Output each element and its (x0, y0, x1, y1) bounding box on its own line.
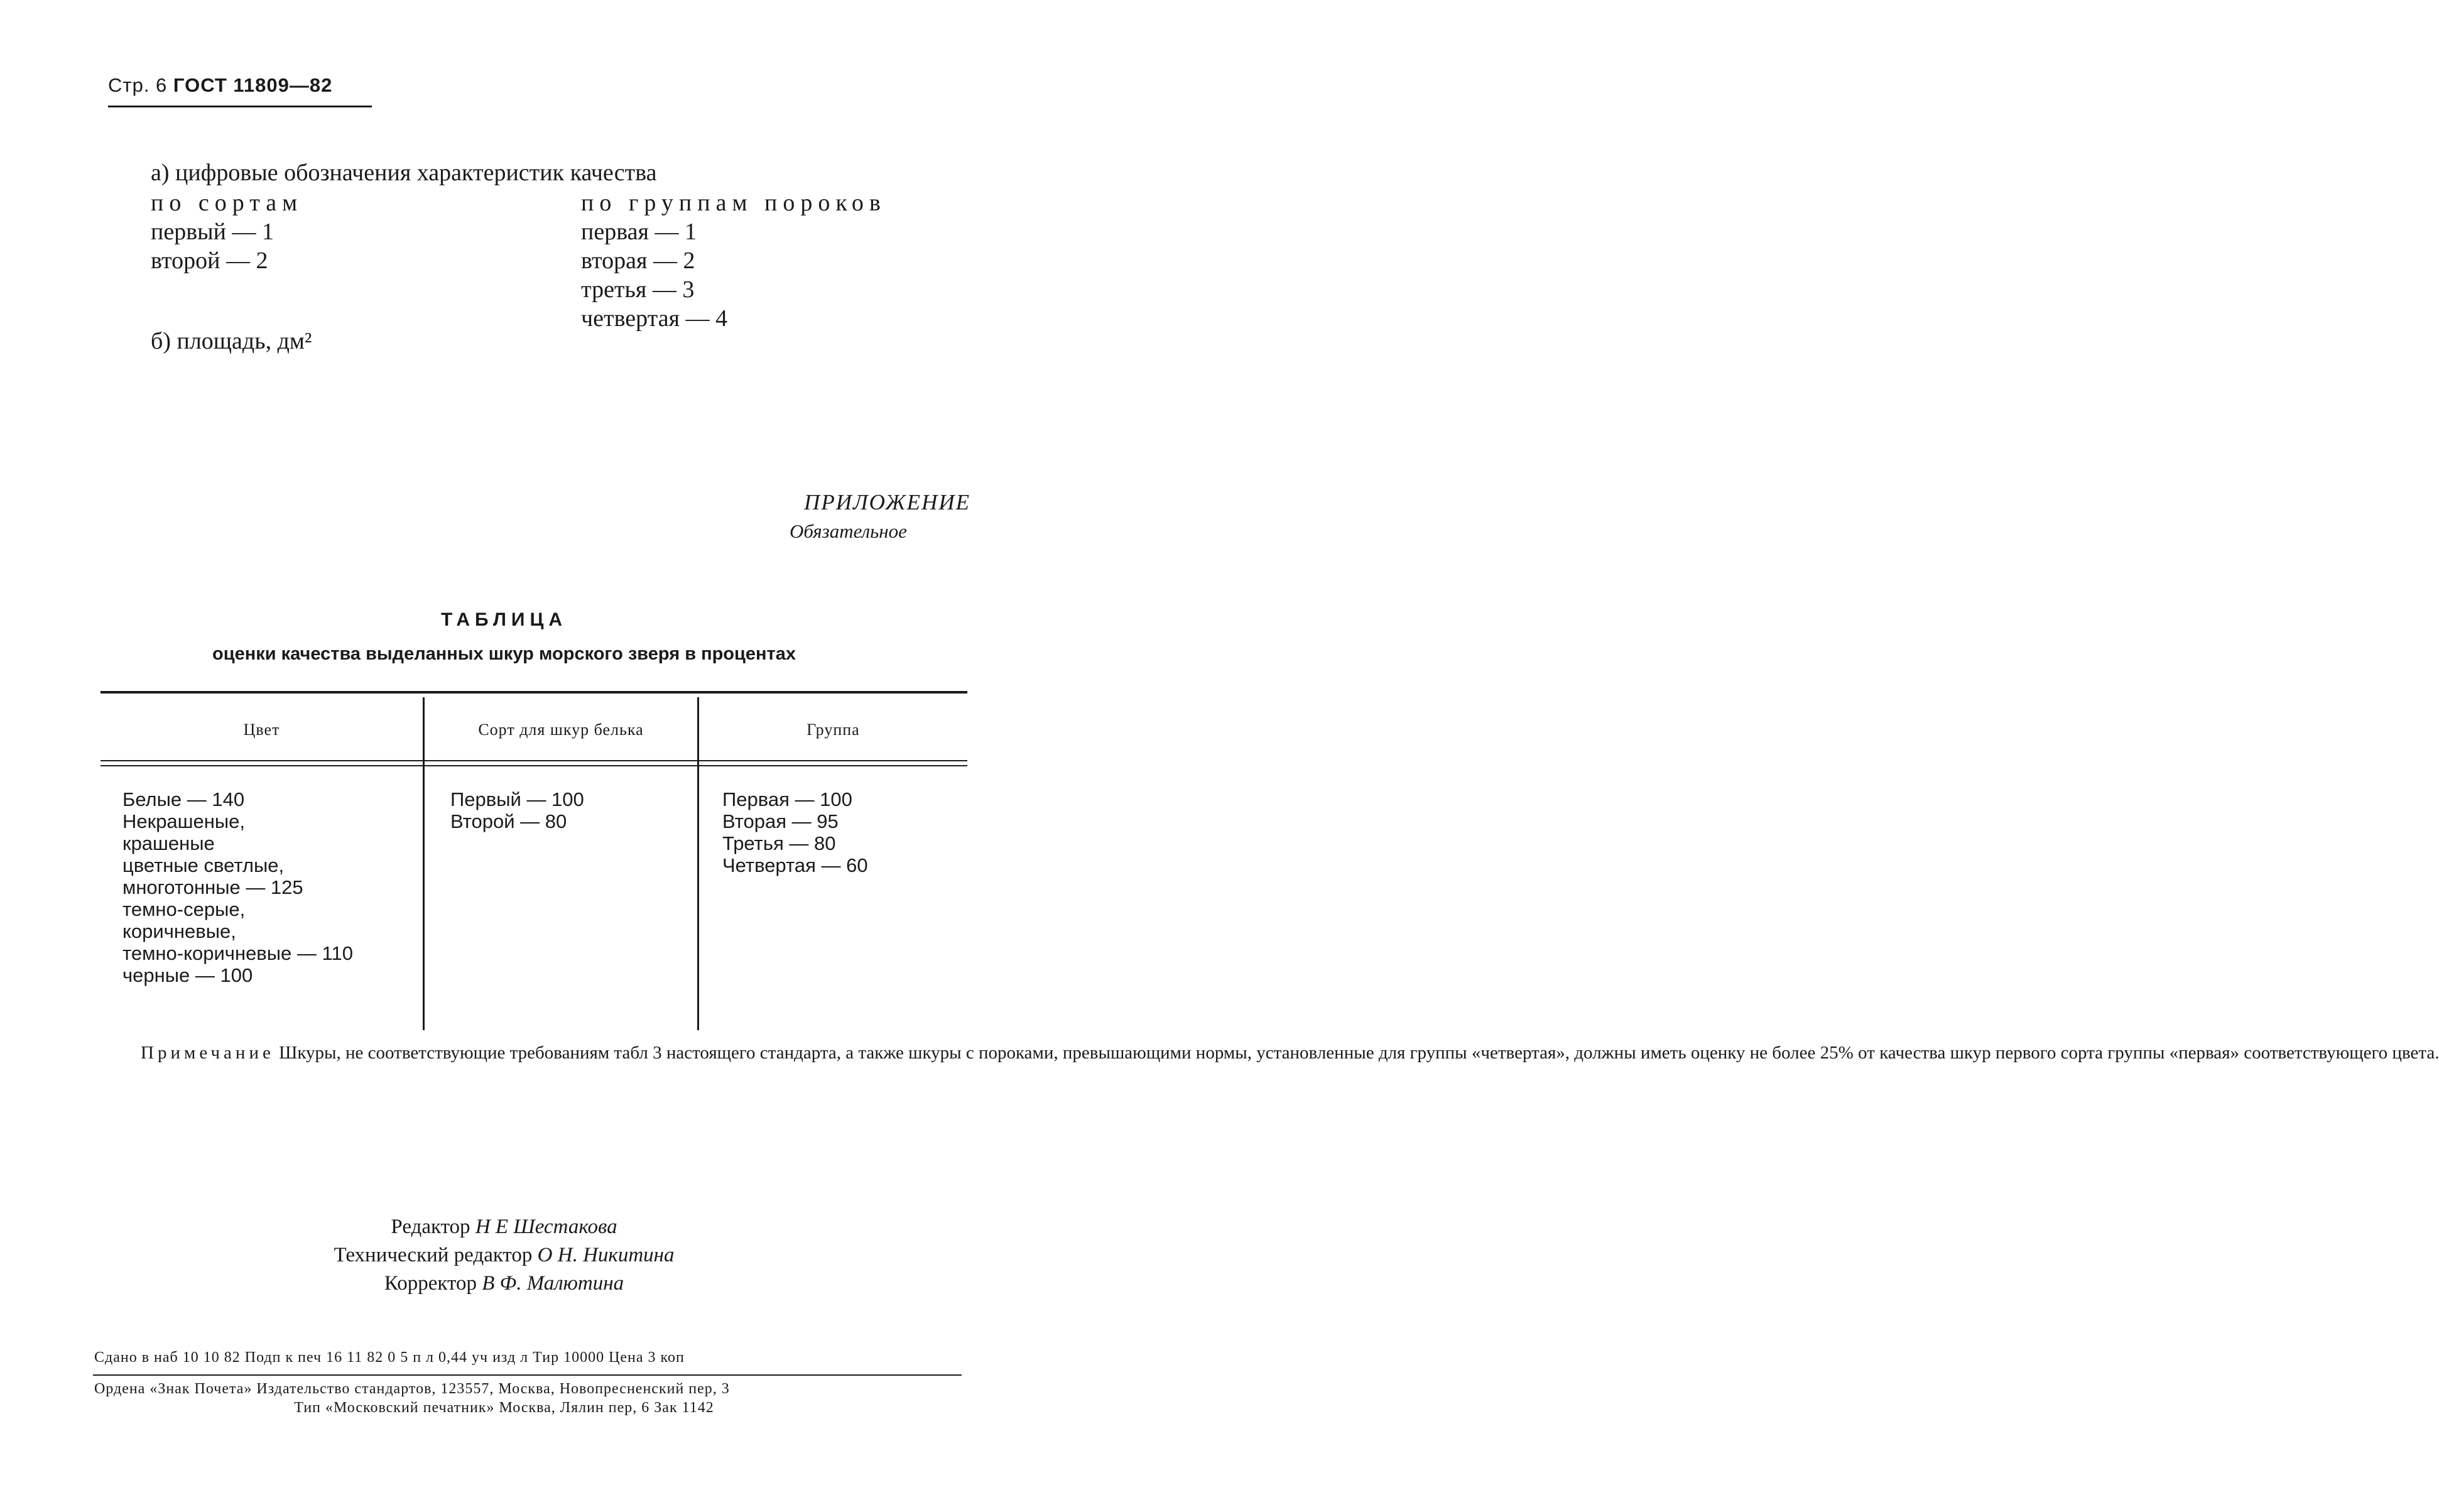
header-rule-1 (100, 760, 967, 761)
group-item: третья — 3 (581, 276, 695, 303)
header-rule-2 (100, 765, 967, 766)
table-top-rule (100, 691, 967, 693)
tech-editor-role: Технический редактор (334, 1244, 533, 1266)
column-divider (423, 697, 425, 1030)
sort-item: второй — 2 (151, 247, 268, 274)
column-header-sort: Сорт для шкур белька (478, 721, 644, 739)
table-row: крашеные (122, 832, 215, 854)
table-row: Второй — 80 (450, 810, 567, 832)
table-row: коричневые, (122, 920, 236, 942)
group-item: четвертая — 4 (581, 305, 728, 332)
table-subtitle: оценки качества выделанных шкур морского зверя в процентах (212, 644, 796, 664)
page-header (108, 74, 332, 97)
table-row: Четвертая — 60 (722, 854, 868, 876)
group-cell (722, 788, 868, 876)
print-line: Сдано в наб 10 10 82 Подп к печ 16 11 82 0 5 п л 0,44 уч изд л Тир 10000 Цена 3 коп (94, 1349, 685, 1366)
color-cell (122, 788, 353, 986)
sorts-column (151, 188, 303, 275)
table-row: черные — 100 (122, 964, 253, 986)
standard-number: ГОСТ 11809—82 (173, 74, 333, 96)
corrector-line (0, 1272, 1008, 1295)
table-row: Вторая — 95 (722, 810, 839, 832)
group-item: вторая — 2 (581, 247, 695, 274)
appendix-label: ПРИЛОЖЕНИЕ (804, 490, 970, 514)
tech-editor-line (0, 1244, 1008, 1267)
sorts-heading: по сортам (151, 190, 303, 216)
classification-intro: а) цифровые обозначения характеристик качества (151, 160, 657, 186)
table-row: Первый — 100 (450, 788, 584, 810)
groups-column (581, 188, 886, 333)
editor-line (0, 1216, 1008, 1239)
table-row: Третья — 80 (722, 832, 836, 854)
sort-item: первый — 1 (151, 219, 274, 245)
tech-editor-name: О Н. Никитина (537, 1244, 675, 1266)
table-row: многотонные — 125 (122, 876, 303, 898)
note-text: Шкуры, не соответствующие требованиям табл 3 настоящего стандарта, а также шкуры с пороками, превышающими нормы, установленные для группы «четвертая», должны иметь оценку не более 25% от качества шкур первого сорта группы «первая» соответствующего цвета. (279, 1043, 2439, 1063)
table-row: Некрашеные, (122, 810, 246, 832)
editor-role: Редактор (391, 1216, 470, 1238)
publisher-line: Ордена «Знак Почета» Издательство стандартов, 123557, Москва, Новопресненский пер, 3 (94, 1381, 730, 1397)
column-header-color: Цвет (243, 721, 280, 739)
table-title: ТАБЛИЦА (440, 609, 568, 630)
groups-heading: по группам пороков (581, 190, 886, 216)
table-row: Первая — 100 (722, 788, 852, 810)
sort-cell (450, 788, 584, 832)
table-row: цветные светлые, (122, 854, 285, 876)
page-number: Стр. 6 (108, 74, 168, 96)
imprint-rule (93, 1374, 962, 1376)
header-rule (108, 106, 372, 107)
table-row: темно-серые, (122, 898, 246, 920)
column-header-group: Группа (807, 721, 860, 739)
printer-line: Тип «Московский печатник» Москва, Лялин пер, 6 Зак 1142 (294, 1400, 714, 1416)
table-note (124, 1043, 2439, 1063)
corrector-name: В Ф. Малютина (482, 1272, 624, 1295)
column-divider (697, 697, 699, 1030)
corrector-role: Корректор (384, 1272, 477, 1295)
note-label: Примечание (141, 1043, 274, 1063)
area-label: б) площадь, дм² (151, 328, 312, 354)
appendix-status: Обязательное (790, 520, 907, 542)
group-item: первая — 1 (581, 219, 697, 245)
table-row: темно-коричневые — 110 (122, 942, 353, 964)
table-row: Белые — 140 (122, 788, 245, 810)
editor-name: Н Е Шестакова (475, 1216, 617, 1238)
